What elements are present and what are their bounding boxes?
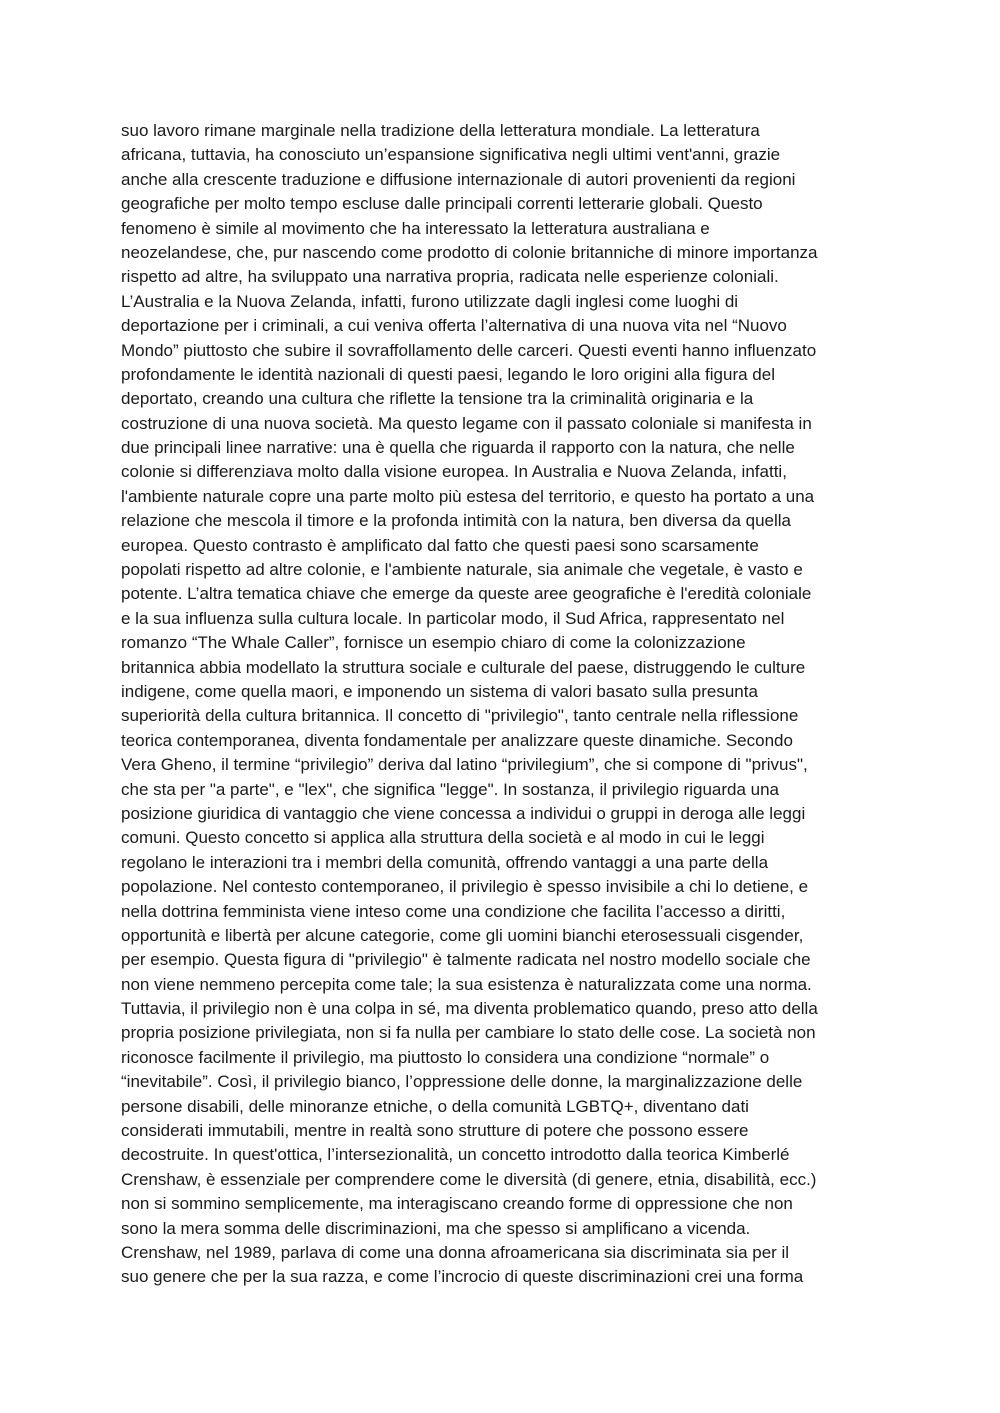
body-text [121, 119, 891, 1290]
text-line: suo genere che per la sua razza, e come l’incrocio di queste discriminazioni crei una forma [121, 1267, 804, 1287]
text-line: due principali linee narrative: una è quella che riguarda il rapporto con la natura, che nelle [121, 438, 795, 458]
text-line: regolano le interazioni tra i membri della comunità, offrendo vantaggi a una parte della [121, 852, 769, 872]
text-line: persone disabili, delle minoranze etniche, o della comunità LGBTQ+, diventano dati [121, 1096, 749, 1116]
text-line: decostruite. In quest'ottica, l’intersezionalità, un concetto introdotto dalla teorica Kimberlé [121, 1145, 790, 1165]
text-line: suo lavoro rimane marginale nella tradizione della letteratura mondiale. La letteratura [121, 121, 760, 140]
text-line: opportunità e libertà per alcune categorie, come gli uomini bianchi eterosessuali cisgender, [121, 925, 804, 945]
text-line: propria posizione privilegiata, non si fa nulla per cambiare lo stato delle cose. La società non [121, 1023, 816, 1043]
text-line: considerati immutabili, mentre in realtà sono strutture di potere che possono essere [121, 1121, 749, 1141]
text-line: L’Australia e la Nuova Zelanda, infatti, furono utilizzate dagli inglesi come luoghi di [121, 291, 739, 311]
text-line: comuni. Questo concetto si applica alla struttura della società e al modo in cui le leggi [121, 828, 765, 848]
text-line: posizione giuridica di vantaggio che viene concessa a individui o gruppi in deroga alle leggi [121, 803, 806, 823]
text-line: indigene, come quella maori, e imponendo un sistema di valori basato sulla presunta [121, 681, 758, 701]
text-line: “inevitabile”. Così, il privilegio bianco, l’oppressione delle donne, la marginalizzazione delle [121, 1072, 803, 1092]
text-line: Crenshaw, è essenziale per comprendere come le diversità (di genere, etnia, disabilità, ecc.) [121, 1169, 817, 1189]
text-line: che sta per "a parte", e "lex", che significa "legge". In sostanza, il privilegio riguarda una [121, 779, 780, 799]
text-line: Tuttavia, il privilegio non è una colpa in sé, ma diventa problematico quando, preso atto della [121, 999, 818, 1019]
text-line: fenomeno è simile al movimento che ha interessato la letteratura australiana e [121, 218, 710, 238]
text-line: neozelandese, che, pur nascendo come prodotto di colonie britanniche di minore importanza [121, 242, 818, 262]
text-line: deportazione per i criminali, a cui veniva offerta l’alternativa di una nuova vita nel “Nuovo [121, 316, 787, 336]
text-line: europea. Questo contrasto è amplificato dal fatto che questi paesi sono scarsamente [121, 535, 759, 555]
text-line: nella dottrina femminista viene inteso come una condizione che facilita l’accesso a diritti, [121, 901, 786, 921]
text-line: popolati rispetto ad altre colonie, e l'ambiente naturale, sia animale che vegetale, è vasto e [121, 560, 803, 580]
text-line: rispetto ad altre, ha sviluppato una narrativa propria, radicata nelle esperienze coloniali. [121, 267, 779, 287]
text-line: Vera Gheno, il termine “privilegio” deriva dal latino “privilegium”, che si compone di "privus", [121, 755, 808, 775]
text-line: potente. L’altra tematica chiave che emerge da queste aree geografiche è l'eredità coloniale [121, 584, 812, 604]
text-line: Mondo” piuttosto che subire il sovraffollamento delle carceri. Questi eventi hanno influenzato [121, 340, 817, 360]
text-line: profondamente le identità nazionali di questi paesi, legando le loro origini alla figura del [121, 364, 775, 384]
text-line: costruzione di una nuova società. Ma questo legame con il passato coloniale si manifesta in [121, 413, 812, 433]
text-line: geografiche per molto tempo escluse dalle principali correnti letterarie globali. Questo [121, 194, 763, 214]
text-line: riconosce facilmente il privilegio, ma piuttosto lo considera una condizione “normale” o [121, 1047, 770, 1067]
text-line: l'ambiente naturale copre una parte molto più estesa del territorio, e questo ha portato a una [121, 486, 815, 506]
text-line: colonie si differenziava molto dalla visione europea. In Australia e Nuova Zelanda, infatti, [121, 462, 787, 482]
text-line: deportato, creando una cultura che riflette la tensione tra la criminalità originaria e la [121, 389, 754, 409]
text-line: superiorità della cultura britannica. Il concetto di "privilegio", tanto centrale nella riflessione [121, 706, 799, 726]
text-line: e la sua influenza sulla cultura locale. In particolar modo, il Sud Africa, rappresentato nel [121, 608, 785, 628]
text-line: per esempio. Questa figura di "privilegio" è talmente radicata nel nostro modello sociale che [121, 950, 811, 970]
text-line: non si sommino semplicemente, ma interagiscano creando forme di oppressione che non [121, 1194, 793, 1214]
text-line: relazione che mescola il timore e la profonda intimità con la natura, ben diversa da quella [121, 511, 791, 531]
text-line: romanzo “The Whale Caller”, fornisce un esempio chiaro di come la colonizzazione [121, 633, 746, 653]
text-line: Crenshaw, nel 1989, parlava di come una donna afroamericana sia discriminata sia per il [121, 1242, 790, 1262]
text-line: sono la mera somma delle discriminazioni, ma che spesso si amplificano a vicenda. [121, 1218, 751, 1238]
text-line: britannica abbia modellato la struttura sociale e culturale del paese, distruggendo le culture [121, 657, 806, 677]
text-line: anche alla crescente traduzione e diffusione internazionale di autori provenienti da regioni [121, 169, 796, 189]
text-line: africana, tuttavia, ha conosciuto un’espansione significativa negli ultimi vent'anni, grazie [121, 145, 781, 165]
text-line: teorica contemporanea, diventa fondamentale per analizzare queste dinamiche. Secondo [121, 730, 793, 750]
text-line: non viene nemmeno percepita come tale; la sua esistenza è naturalizzata come una norma. [121, 974, 812, 994]
text-line: popolazione. Nel contesto contemporaneo, il privilegio è spesso invisibile a chi lo detiene, e [121, 877, 809, 897]
